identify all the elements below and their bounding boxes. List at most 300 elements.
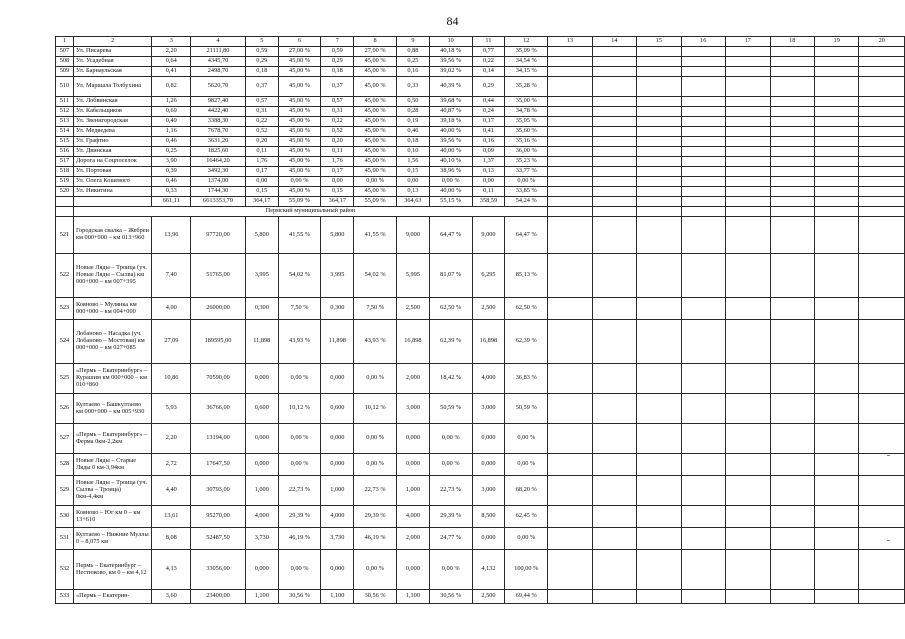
column-header: 18 bbox=[770, 37, 814, 47]
empty-cell bbox=[726, 528, 770, 550]
value-cell: 40,00 % bbox=[429, 127, 472, 137]
value-cell: 0,11 bbox=[321, 147, 354, 157]
row-number: 529 bbox=[56, 476, 74, 506]
value-cell: 0,00 bbox=[321, 177, 354, 187]
value-cell: 0,39 bbox=[152, 167, 191, 177]
empty-cell bbox=[637, 298, 681, 320]
empty-cell bbox=[726, 157, 770, 167]
empty-cell bbox=[681, 394, 725, 424]
empty-cell bbox=[681, 47, 725, 57]
empty-cell bbox=[637, 424, 681, 454]
row-number: 531 bbox=[56, 528, 74, 550]
empty-cell bbox=[592, 550, 636, 590]
value-cell: 62,50 % bbox=[429, 298, 472, 320]
value-cell: 1,100 bbox=[321, 590, 354, 604]
value-cell: 0,77 bbox=[472, 47, 505, 57]
empty-cell bbox=[859, 77, 905, 97]
value-cell: 45,00 % bbox=[354, 157, 397, 167]
road-name: Ул. Лобвинская bbox=[73, 97, 152, 107]
road-name: Новые Ляды – Троица (уч. Сылва – Троица) 0км-4,4км bbox=[73, 476, 152, 506]
empty-cell bbox=[726, 57, 770, 67]
empty-cell bbox=[726, 320, 770, 364]
value-cell: 0,000 bbox=[396, 424, 429, 454]
row-number bbox=[56, 197, 74, 207]
value-cell: 21111,80 bbox=[191, 47, 246, 57]
value-cell: 41,55 % bbox=[278, 217, 321, 254]
table-row bbox=[56, 528, 905, 550]
empty-cell bbox=[548, 506, 592, 528]
road-name: Дорога на Соцпоселок bbox=[73, 157, 152, 167]
empty-cell bbox=[681, 127, 725, 137]
value-cell: 1,000 bbox=[396, 476, 429, 506]
value-cell: 0,29 bbox=[472, 77, 505, 97]
value-cell: 0,00 bbox=[245, 177, 278, 187]
total-row bbox=[56, 197, 905, 207]
value-cell: 3492,30 bbox=[191, 167, 246, 177]
value-cell: 51765,00 bbox=[191, 254, 246, 298]
value-cell: 7,50 % bbox=[278, 298, 321, 320]
empty-cell bbox=[726, 177, 770, 187]
empty-cell bbox=[814, 117, 858, 127]
value-cell: 34,15 % bbox=[505, 67, 548, 77]
column-header: 19 bbox=[814, 37, 858, 47]
empty-cell bbox=[859, 476, 905, 506]
value-cell: 0,33 bbox=[396, 77, 429, 97]
value-cell: 0,00 % bbox=[354, 550, 397, 590]
empty-cell bbox=[814, 217, 858, 254]
value-cell: 1,26 bbox=[152, 97, 191, 107]
value-cell: 13194,00 bbox=[191, 424, 246, 454]
table-row bbox=[56, 454, 905, 476]
row-number: 523 bbox=[56, 298, 74, 320]
column-header: 4 bbox=[191, 37, 246, 47]
value-cell: 0,11 bbox=[472, 187, 505, 197]
empty-cell bbox=[726, 147, 770, 157]
empty-cell bbox=[56, 207, 74, 217]
value-cell: 45,00 % bbox=[354, 77, 397, 97]
empty-cell bbox=[548, 394, 592, 424]
value-cell: 0,31 bbox=[245, 107, 278, 117]
value-cell: 35,05 % bbox=[505, 117, 548, 127]
value-cell: 45,00 % bbox=[278, 147, 321, 157]
road-name: Ул. Усадебная bbox=[73, 57, 152, 67]
table-row bbox=[56, 254, 905, 298]
empty-cell bbox=[637, 167, 681, 177]
column-header: 15 bbox=[637, 37, 681, 47]
column-header: 12 bbox=[505, 37, 548, 47]
value-cell: 0,16 bbox=[472, 137, 505, 147]
value-cell: 46,19 % bbox=[278, 528, 321, 550]
value-cell: 35,60 % bbox=[505, 127, 548, 137]
empty-cell bbox=[726, 217, 770, 254]
value-cell: 0,57 bbox=[321, 97, 354, 107]
empty-cell bbox=[681, 528, 725, 550]
empty-cell bbox=[770, 454, 814, 476]
empty-cell bbox=[592, 590, 636, 604]
value-cell: 36,00 % bbox=[505, 147, 548, 157]
value-cell: 0,41 bbox=[472, 127, 505, 137]
value-cell: 45,00 % bbox=[278, 107, 321, 117]
empty-cell bbox=[859, 67, 905, 77]
value-cell: 364,63 bbox=[396, 197, 429, 207]
empty-cell bbox=[859, 117, 905, 127]
table-row bbox=[56, 364, 905, 394]
empty-cell bbox=[637, 147, 681, 157]
empty-cell bbox=[681, 77, 725, 97]
empty-cell bbox=[814, 147, 858, 157]
empty-cell bbox=[726, 117, 770, 127]
value-cell: 0,16 bbox=[396, 67, 429, 77]
value-cell: 18,42 % bbox=[429, 364, 472, 394]
empty-cell bbox=[859, 177, 905, 187]
value-cell: 39,02 % bbox=[429, 67, 472, 77]
empty-cell bbox=[548, 590, 592, 604]
value-cell: 11,898 bbox=[245, 320, 278, 364]
empty-cell bbox=[681, 147, 725, 157]
empty-cell bbox=[814, 320, 858, 364]
empty-cell bbox=[770, 147, 814, 157]
value-cell: 0,15 bbox=[396, 167, 429, 177]
value-cell: 2498,70 bbox=[191, 67, 246, 77]
value-cell: 8,08 bbox=[152, 528, 191, 550]
empty-cell bbox=[814, 137, 858, 147]
value-cell: 3,000 bbox=[396, 394, 429, 424]
empty-cell bbox=[770, 117, 814, 127]
empty-cell bbox=[770, 506, 814, 528]
empty-cell bbox=[592, 394, 636, 424]
value-cell: 29,39 % bbox=[354, 506, 397, 528]
road-name: Пермь – Екатеринбург – Нестюково, км 0 – км 4,12 bbox=[73, 550, 152, 590]
value-cell: 0,18 bbox=[245, 67, 278, 77]
value-cell: 0,46 bbox=[152, 137, 191, 147]
value-cell: 50,59 % bbox=[505, 394, 548, 424]
table-row bbox=[56, 157, 905, 167]
value-cell: 5,800 bbox=[321, 217, 354, 254]
value-cell: 1825,60 bbox=[191, 147, 246, 157]
value-cell: 4422,40 bbox=[191, 107, 246, 117]
empty-cell bbox=[592, 167, 636, 177]
row-number: 516 bbox=[56, 147, 74, 157]
column-header: 17 bbox=[726, 37, 770, 47]
empty-cell bbox=[681, 107, 725, 117]
value-cell: 54,02 % bbox=[354, 254, 397, 298]
value-cell: 1,76 bbox=[245, 157, 278, 167]
value-cell: 54,02 % bbox=[278, 254, 321, 298]
value-cell: 0,11 bbox=[245, 147, 278, 157]
page-number: 84 bbox=[446, 14, 459, 28]
empty-cell bbox=[859, 197, 905, 207]
column-header: 1 bbox=[56, 37, 74, 47]
empty-cell bbox=[770, 77, 814, 97]
value-cell: 3388,30 bbox=[191, 117, 246, 127]
data-table bbox=[55, 36, 905, 604]
value-cell: 358,59 bbox=[472, 197, 505, 207]
empty-cell bbox=[637, 187, 681, 197]
empty-cell bbox=[770, 187, 814, 197]
empty-cell bbox=[548, 117, 592, 127]
empty-cell bbox=[726, 67, 770, 77]
row-number: 517 bbox=[56, 157, 74, 167]
empty-cell bbox=[770, 364, 814, 394]
empty-cell bbox=[592, 187, 636, 197]
value-cell: 45,00 % bbox=[278, 117, 321, 127]
value-cell: 9,000 bbox=[396, 217, 429, 254]
road-name: Ул. Маршала Толбухина bbox=[73, 77, 152, 97]
value-cell: 10,12 % bbox=[354, 394, 397, 424]
value-cell: 0,25 bbox=[396, 57, 429, 67]
value-cell: 2,000 bbox=[396, 528, 429, 550]
value-cell: 4,40 bbox=[152, 476, 191, 506]
value-cell: 70590,00 bbox=[191, 364, 246, 394]
empty-cell bbox=[548, 550, 592, 590]
row-number: 511 bbox=[56, 97, 74, 107]
empty-cell bbox=[726, 298, 770, 320]
value-cell: 68,20 % bbox=[505, 476, 548, 506]
value-cell: 0,50 bbox=[396, 97, 429, 107]
empty-cell bbox=[859, 506, 905, 528]
section-row bbox=[56, 207, 905, 217]
empty-cell bbox=[859, 590, 905, 604]
value-cell: 0,22 bbox=[472, 57, 505, 67]
empty-cell bbox=[859, 167, 905, 177]
value-cell: 0,300 bbox=[321, 298, 354, 320]
value-cell: 0,000 bbox=[321, 424, 354, 454]
empty-cell bbox=[859, 424, 905, 454]
empty-cell bbox=[726, 187, 770, 197]
empty-cell bbox=[770, 207, 814, 217]
value-cell: 29,39 % bbox=[278, 506, 321, 528]
value-cell: 0,00 % bbox=[278, 364, 321, 394]
road-name: Лобаново – Насадка (уч. Лобаново – Мостовая) км 000+000 – км 027+085 bbox=[73, 320, 152, 364]
empty-cell bbox=[681, 320, 725, 364]
value-cell: 35,16 % bbox=[505, 137, 548, 147]
empty-cell bbox=[681, 67, 725, 77]
empty-cell bbox=[859, 57, 905, 67]
value-cell: 3,000 bbox=[472, 476, 505, 506]
value-cell: 189595,00 bbox=[191, 320, 246, 364]
value-cell: 0,19 bbox=[396, 117, 429, 127]
value-cell: 0,20 bbox=[245, 137, 278, 147]
value-cell: 0,000 bbox=[472, 424, 505, 454]
value-cell: 27,00 % bbox=[278, 47, 321, 57]
value-cell: 45,00 % bbox=[278, 77, 321, 97]
value-cell: 33,85 % bbox=[505, 187, 548, 197]
value-cell: 0,17 bbox=[245, 167, 278, 177]
empty-cell bbox=[592, 57, 636, 67]
value-cell: 0,88 bbox=[396, 47, 429, 57]
value-cell: 5,93 bbox=[152, 394, 191, 424]
empty-cell bbox=[726, 207, 770, 217]
empty-cell bbox=[770, 47, 814, 57]
empty-cell bbox=[859, 157, 905, 167]
value-cell: 4345,70 bbox=[191, 57, 246, 67]
value-cell: 1,000 bbox=[321, 476, 354, 506]
table-row bbox=[56, 137, 905, 147]
column-header: 20 bbox=[859, 37, 905, 47]
value-cell: 4,132 bbox=[472, 550, 505, 590]
empty-cell bbox=[548, 187, 592, 197]
empty-cell bbox=[592, 298, 636, 320]
value-cell: 9827,40 bbox=[191, 97, 246, 107]
column-header: 11 bbox=[472, 37, 505, 47]
empty-cell bbox=[681, 298, 725, 320]
value-cell: 22,73 % bbox=[429, 476, 472, 506]
value-cell: 4,000 bbox=[396, 506, 429, 528]
empty-cell bbox=[770, 57, 814, 67]
value-cell: 95270,00 bbox=[191, 506, 246, 528]
road-name: Ул. Барнаульская bbox=[73, 67, 152, 77]
empty-cell bbox=[726, 364, 770, 394]
empty-cell bbox=[548, 254, 592, 298]
value-cell: 35,09 % bbox=[505, 47, 548, 57]
value-cell: 40,18 % bbox=[429, 47, 472, 57]
value-cell: 64,47 % bbox=[429, 217, 472, 254]
value-cell: 30,56 % bbox=[429, 590, 472, 604]
empty-cell bbox=[770, 197, 814, 207]
empty-cell bbox=[859, 127, 905, 137]
road-name: Городская свалка – Жебреи км 000+000 – км 013+960 bbox=[73, 217, 152, 254]
empty-cell bbox=[859, 207, 905, 217]
empty-cell bbox=[681, 177, 725, 187]
value-cell: 27,09 bbox=[152, 320, 191, 364]
empty-cell bbox=[592, 476, 636, 506]
empty-cell bbox=[859, 47, 905, 57]
value-cell: 0,00 % bbox=[429, 550, 472, 590]
value-cell: 52487,50 bbox=[191, 528, 246, 550]
empty-cell bbox=[770, 394, 814, 424]
value-cell: 0,29 bbox=[245, 57, 278, 67]
value-cell: 40,39 % bbox=[429, 77, 472, 97]
value-cell: 0,13 bbox=[396, 187, 429, 197]
empty-cell bbox=[681, 207, 725, 217]
value-cell: 364,17 bbox=[245, 197, 278, 207]
road-name: «Пермь – Екатерин- bbox=[73, 590, 152, 604]
value-cell: 1,16 bbox=[152, 127, 191, 137]
empty-cell bbox=[592, 157, 636, 167]
value-cell: 3,90 bbox=[152, 157, 191, 167]
value-cell: 22,73 % bbox=[354, 476, 397, 506]
empty-cell bbox=[637, 117, 681, 127]
empty-cell bbox=[681, 197, 725, 207]
header-row bbox=[56, 37, 905, 47]
empty-cell bbox=[548, 127, 592, 137]
value-cell: 45,00 % bbox=[354, 187, 397, 197]
row-number: 520 bbox=[56, 187, 74, 197]
value-cell: 7,50 % bbox=[354, 298, 397, 320]
empty-cell bbox=[592, 137, 636, 147]
value-cell: 54,24 % bbox=[505, 197, 548, 207]
value-cell: 0,00 bbox=[472, 177, 505, 187]
empty-cell bbox=[637, 506, 681, 528]
road-name: Ул. Двинская bbox=[73, 147, 152, 157]
empty-cell bbox=[814, 528, 858, 550]
empty-cell bbox=[681, 254, 725, 298]
value-cell: 8,500 bbox=[472, 506, 505, 528]
table-row bbox=[56, 177, 905, 187]
value-cell: 3,995 bbox=[245, 254, 278, 298]
empty-cell bbox=[637, 57, 681, 67]
value-cell: 13,96 bbox=[152, 217, 191, 254]
value-cell: 30793,00 bbox=[191, 476, 246, 506]
value-cell: 7678,70 bbox=[191, 127, 246, 137]
table-row bbox=[56, 298, 905, 320]
value-cell: 35,00 % bbox=[505, 97, 548, 107]
value-cell: 0,00 % bbox=[429, 177, 472, 187]
empty-cell bbox=[548, 364, 592, 394]
table-row bbox=[56, 67, 905, 77]
empty-cell bbox=[681, 506, 725, 528]
value-cell: 0,46 bbox=[396, 127, 429, 137]
value-cell: 40,87 % bbox=[429, 107, 472, 117]
value-cell: 97720,00 bbox=[191, 217, 246, 254]
row-number: 507 bbox=[56, 47, 74, 57]
empty-cell bbox=[859, 550, 905, 590]
table-row bbox=[56, 550, 905, 590]
value-cell: 0,46 bbox=[152, 177, 191, 187]
empty-cell bbox=[770, 177, 814, 187]
empty-cell bbox=[637, 157, 681, 167]
empty-cell bbox=[548, 476, 592, 506]
value-cell: 45,00 % bbox=[278, 127, 321, 137]
empty-cell bbox=[726, 550, 770, 590]
value-cell: 0,82 bbox=[152, 77, 191, 97]
value-cell: 10,86 bbox=[152, 364, 191, 394]
empty-cell bbox=[726, 254, 770, 298]
empty-cell bbox=[681, 57, 725, 67]
empty-cell bbox=[814, 254, 858, 298]
empty-cell bbox=[770, 424, 814, 454]
empty-cell bbox=[681, 137, 725, 147]
value-cell: 4,000 bbox=[472, 364, 505, 394]
value-cell: 35,23 % bbox=[505, 157, 548, 167]
value-cell: 0,25 bbox=[152, 147, 191, 157]
empty-cell bbox=[637, 67, 681, 77]
row-number: 522 bbox=[56, 254, 74, 298]
empty-cell bbox=[681, 97, 725, 107]
column-header: 9 bbox=[396, 37, 429, 47]
empty-cell bbox=[592, 424, 636, 454]
empty-cell bbox=[814, 47, 858, 57]
margin-mark bbox=[887, 455, 890, 456]
empty-cell bbox=[770, 67, 814, 77]
empty-cell bbox=[637, 476, 681, 506]
value-cell: 0,000 bbox=[245, 424, 278, 454]
empty-cell bbox=[548, 137, 592, 147]
value-cell: 46,19 % bbox=[354, 528, 397, 550]
empty-cell bbox=[726, 394, 770, 424]
value-cell: 29,39 % bbox=[429, 506, 472, 528]
empty-cell bbox=[592, 528, 636, 550]
road-name bbox=[73, 197, 152, 207]
value-cell: 4,00 bbox=[152, 298, 191, 320]
value-cell: 2,20 bbox=[152, 424, 191, 454]
column-header: 13 bbox=[548, 37, 592, 47]
value-cell: 33,77 % bbox=[505, 167, 548, 177]
road-name: Кояново – Юг км 0 – км 13+610 bbox=[73, 506, 152, 528]
column-header: 14 bbox=[592, 37, 636, 47]
empty-cell bbox=[548, 320, 592, 364]
empty-cell bbox=[859, 364, 905, 394]
value-cell: 40,00 % bbox=[429, 187, 472, 197]
empty-cell bbox=[726, 47, 770, 57]
value-cell: 0,22 bbox=[245, 117, 278, 127]
value-cell: 0,10 bbox=[396, 147, 429, 157]
empty-cell bbox=[548, 167, 592, 177]
empty-cell bbox=[681, 187, 725, 197]
empty-cell bbox=[859, 137, 905, 147]
value-cell: 0,15 bbox=[245, 187, 278, 197]
value-cell: 0,000 bbox=[472, 528, 505, 550]
